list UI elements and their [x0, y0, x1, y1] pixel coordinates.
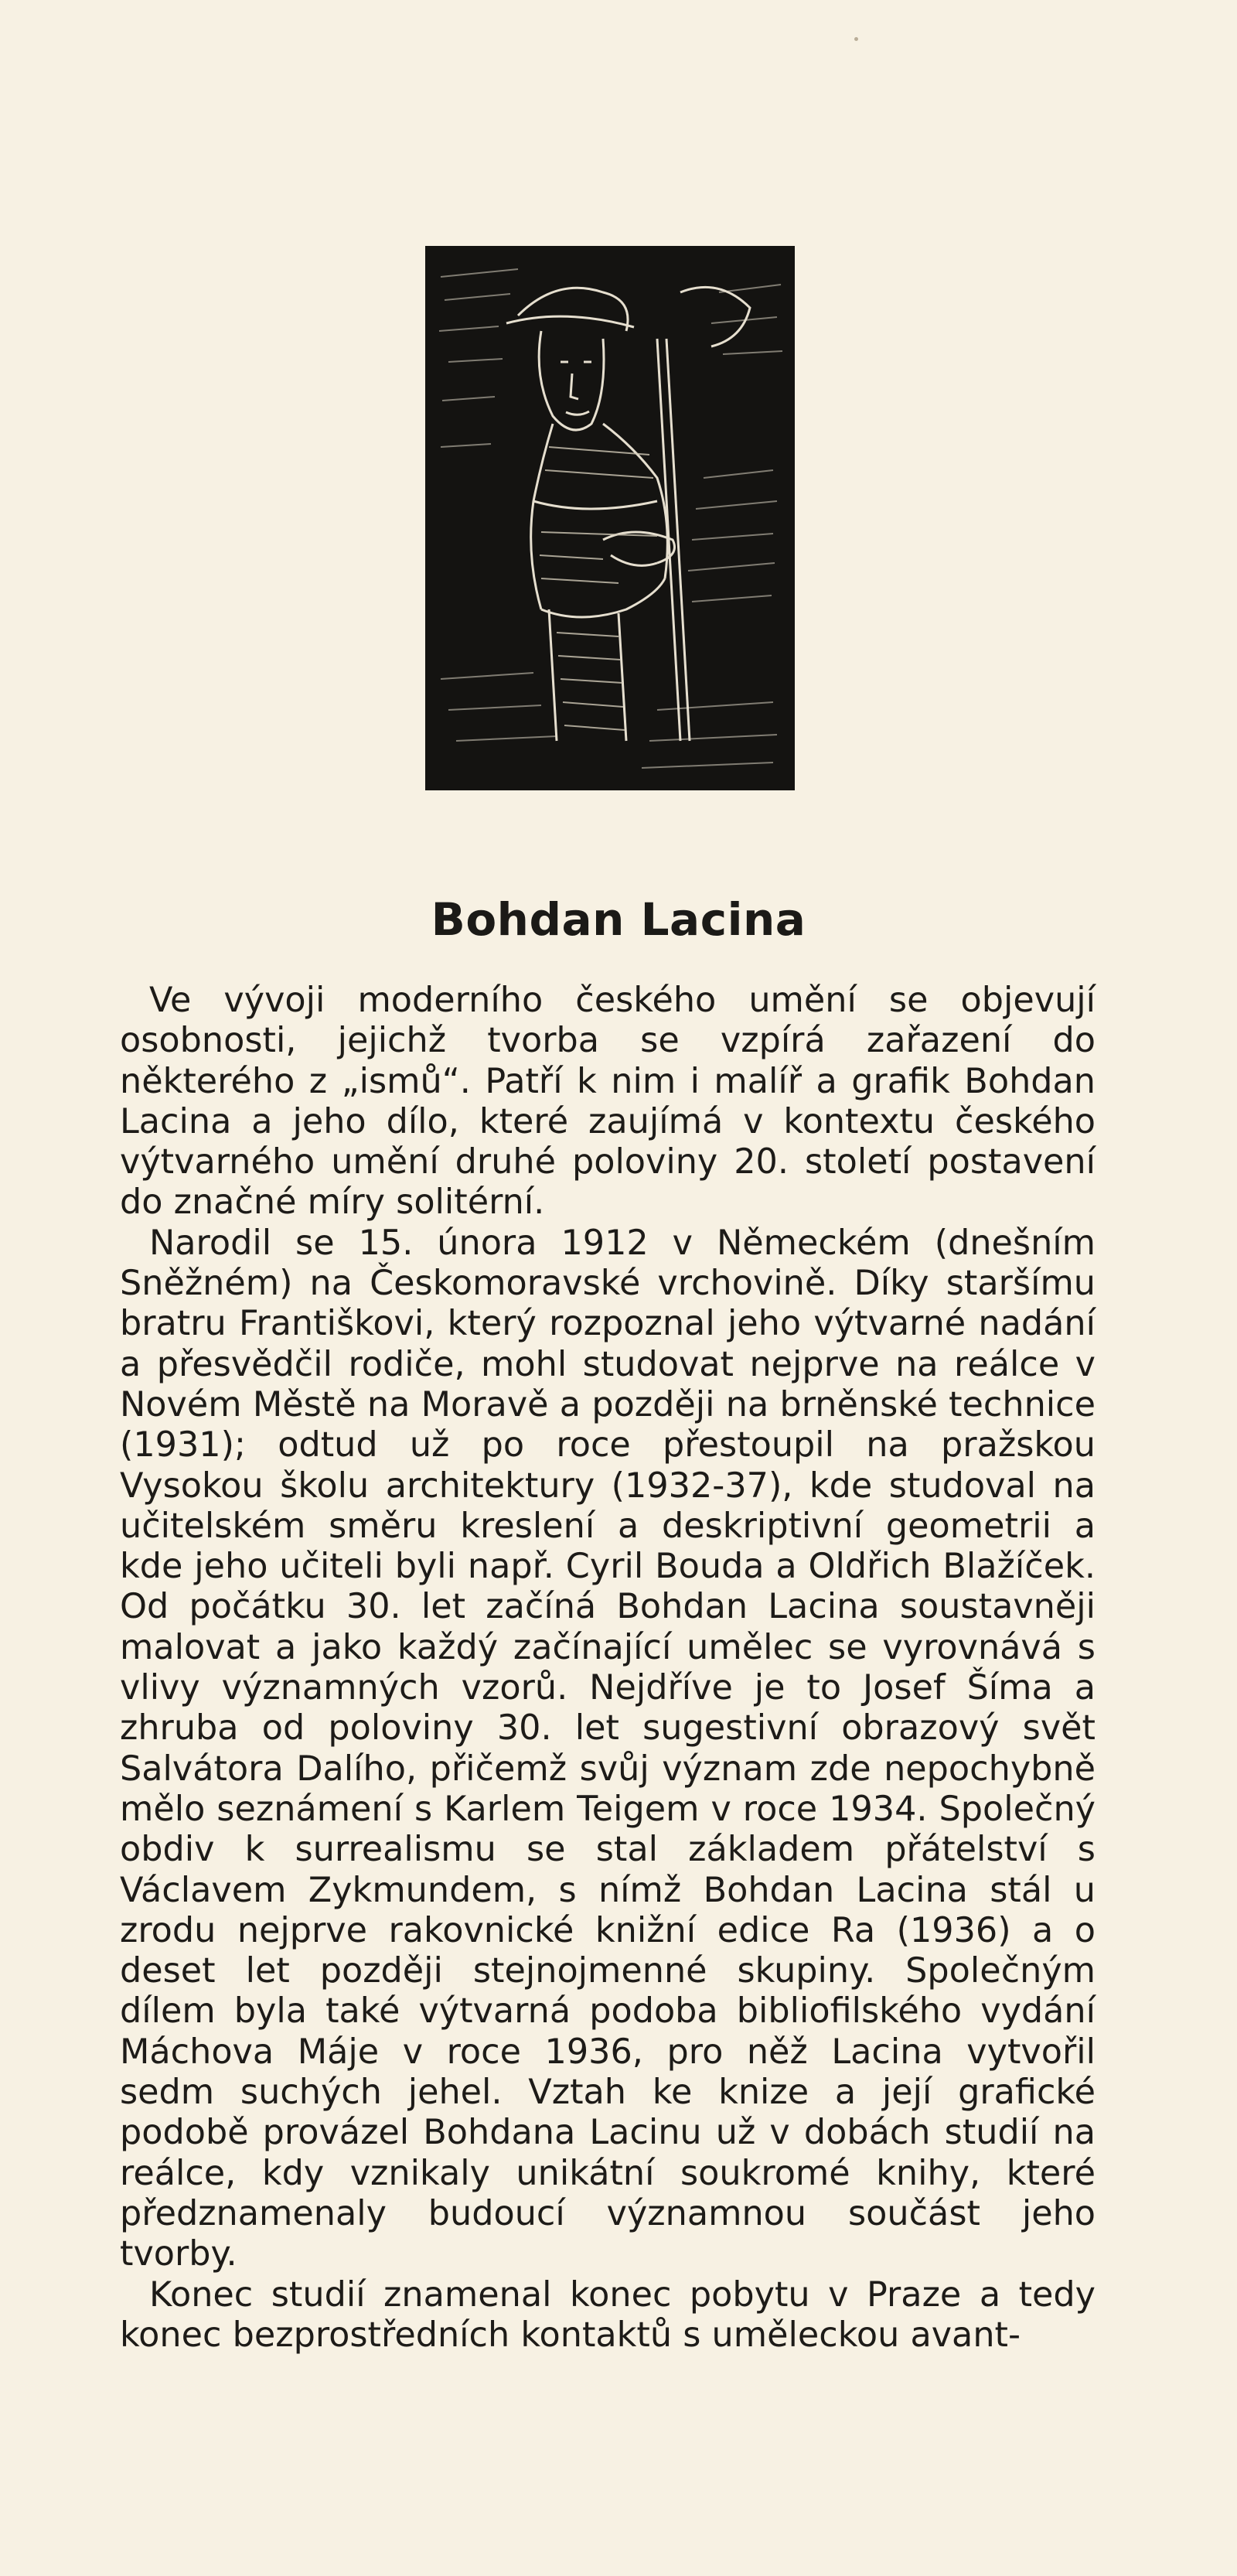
- article-body: [120, 981, 1096, 2356]
- paragraph-intro: Ve vývoji moderního českého umění se objevují osobnosti, jejichž tvorba se vzpírá zařazení do některého z „ismů“. Patří k nim i malíř a grafik Bohdan Lacina a jeho dílo, které zaujímá v kontextu českého výtvarného umění druhé poloviny 20. století postavení do značné míry solitérní.: [120, 981, 1096, 1223]
- page-title: Bohdan Lacina: [431, 893, 806, 946]
- woodcut-illustration: [425, 246, 795, 790]
- paragraph-continuation: Konec studií znamenal konec pobytu v Praze a tedy konec bezprostředních kontaktů s uměleckou avant-: [120, 2274, 1096, 2355]
- woodcut-portrait-icon: [425, 246, 795, 790]
- paragraph-biography: Narodil se 15. února 1912 v Německém (dnešním Sněžném) na Českomoravské vrchovině. Díky staršímu bratru Františkovi, který rozpoznal jeho výtvarné nadání a přesvědčil rodiče, mohl studovat nejprve na reálce v Novém Městě na Moravě a později na brněnské technice (1931); odtud už po roce přestoupil na pražskou Vysokou školu architektury (1932-37), kde studoval na učitelském směru kreslení a deskriptivní geometrii a kde jeho učiteli byli např. Cyril Bouda a Oldřich Blažíček. Od počátku 30. let začíná Bohdan Lacina soustavněji malovat a jako každý začínající umělec se vyrovnává s vlivy významných vzorů. Nejdříve je to Josef Šíma a zhruba od poloviny 30. let sugestivní obrazový svět Salvátora Dalího, přičemž svůj význam zde nepochybně mělo seznámení s Karlem Teigem v roce 1934. Společný obdiv k surrealismu se stal základem přátelství s Václavem Zykmundem, s nímž Bohdan Lacina stál u zrodu nejprve rakovnické knižní edice Ra (1936) a o deset let později stejnojmenné skupiny. Společným dílem byla také výtvarná podoba bibliofilského vydání Máchova Máje v roce 1936, pro něž Lacina vytvořil sedm suchých jehel. Vztah ke knize a její grafické podobě provázel Bohdana Lacinu už v dobách studií na reálce, kdy vznikaly unikátní soukromé knihy, které předznamenaly budoucí významnou součást jeho tvorby.: [120, 1223, 1096, 2274]
- paper-speck: [854, 37, 858, 41]
